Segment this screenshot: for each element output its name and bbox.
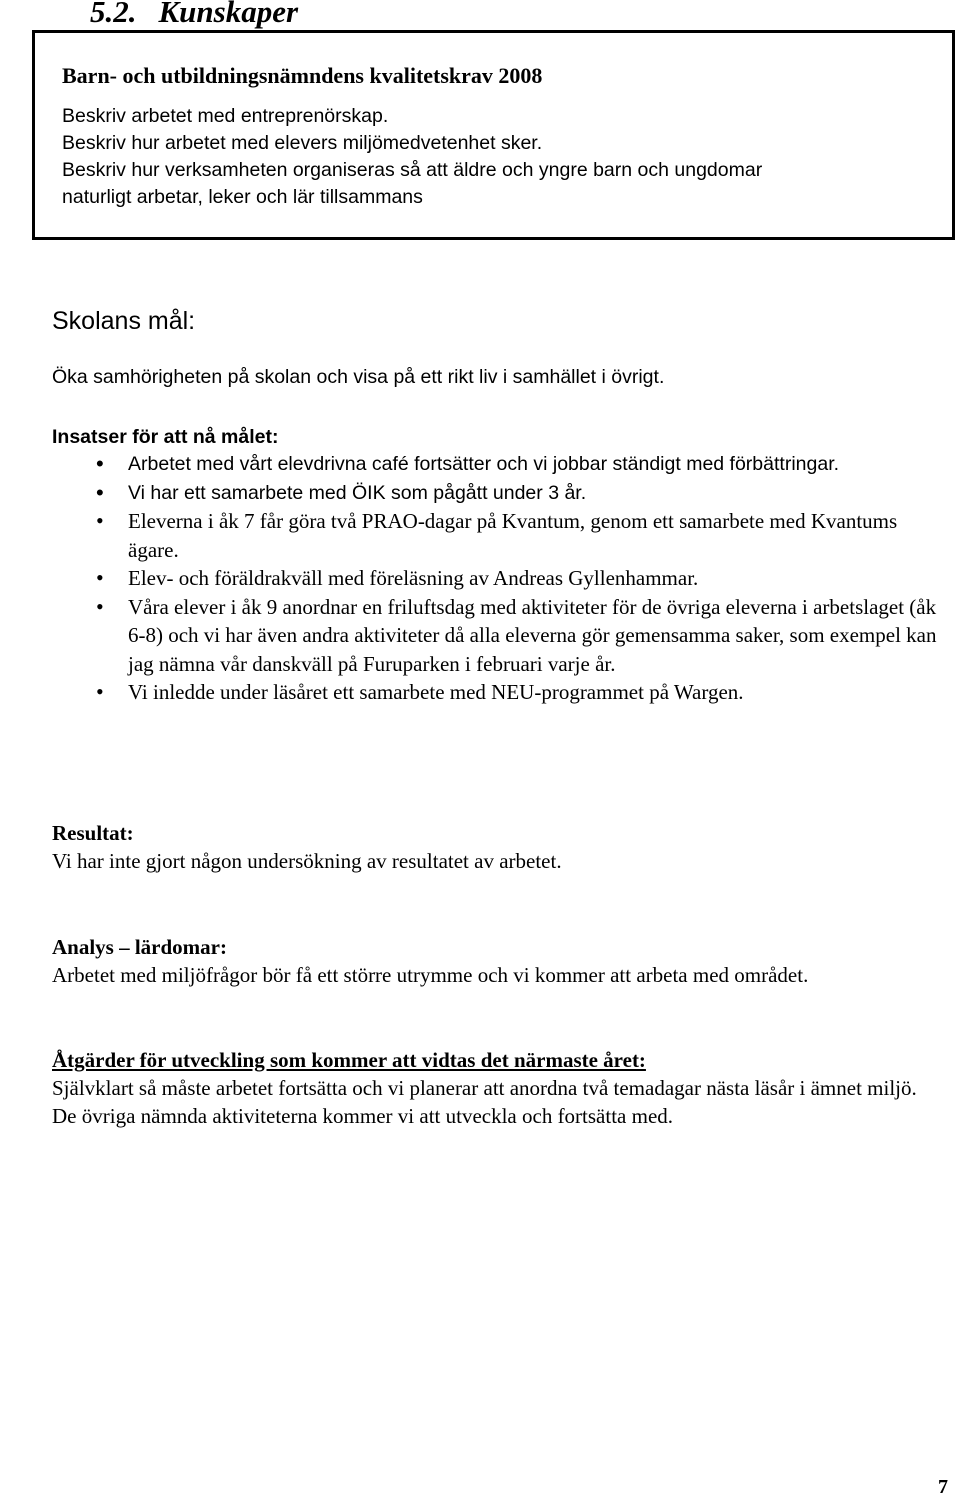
requirements-line: Beskriv hur arbetet med elevers miljömedvetenhet sker.: [62, 132, 543, 154]
efforts-heading: Insatser för att nå målet:: [52, 426, 279, 448]
actions-heading: Åtgärder för utveckling som kommer att vidtas det närmaste året:: [52, 1048, 646, 1072]
actions-paragraph: De övriga nämnda aktiviteterna kommer vi att utveckla och fortsätta med.: [52, 1104, 674, 1128]
requirements-line: Beskriv arbetet med entreprenörskap.: [62, 105, 389, 127]
actions-section: [52, 1046, 947, 1130]
results-section: [52, 819, 952, 875]
efforts-item: • Eleverna i åk 7 får göra två PRAO-dagar på Kvantum, genom ett samarbete med Kvantums ägare.: [52, 507, 942, 564]
results-heading: Resultat:: [52, 821, 134, 845]
school-goal-text: Öka samhörigheten på skolan och visa på ett rikt liv i samhället i övrigt.: [52, 366, 665, 388]
requirements-box: [32, 30, 955, 240]
page-number: 7: [938, 1476, 948, 1498]
analysis-heading: Analys – lärdomar:: [52, 935, 227, 959]
section-number: 5.2.: [90, 0, 137, 29]
analysis-section: [52, 933, 952, 989]
requirements-list: [62, 103, 762, 211]
efforts-item: • Våra elever i åk 9 anordnar en friluftsdag med aktiviteter för de övriga eleverna i arbetslaget (åk 6-8) och vi har även andra aktiviteter då alla eleverna gör gemensamma saker, som exempel kan jag nämna vår danskväll på Furuparken i februari varje år.: [52, 593, 942, 679]
actions-paragraph: Självklart så måste arbetet fortsätta och vi planerar att anordna två temadagar nästa läsår i ämnet miljö.: [52, 1076, 917, 1100]
efforts-item: • Arbetet med vårt elevdrivna café fortsätter och vi jobbar ständigt med förbättringar.: [52, 450, 942, 479]
efforts-item: • Elev- och föräldrakväll med föreläsning av Andreas Gyllenhammar.: [52, 564, 942, 593]
requirements-line: Beskriv hur verksamheten organiseras så att äldre och yngre barn och ungdomar: [62, 159, 763, 181]
efforts-item: • Vi har ett samarbete med ÖIK som pågått under 3 år.: [52, 479, 942, 508]
requirements-heading: Barn- och utbildningsnämndens kvalitetskrav 2008: [62, 63, 543, 88]
results-text: Vi har inte gjort någon undersökning av resultatet av arbetet.: [52, 849, 562, 873]
efforts-list: [52, 450, 942, 707]
school-goal-heading: Skolans mål:: [52, 307, 196, 335]
section-title: [90, 0, 298, 32]
efforts-item: • Vi inledde under läsåret ett samarbete med NEU-programmet på Wargen.: [52, 678, 942, 707]
requirements-line: naturligt arbetar, leker och lär tillsammans: [62, 186, 423, 208]
section-title-text: Kunskaper: [158, 0, 299, 29]
analysis-text: Arbetet med miljöfrågor bör få ett större utrymme och vi kommer att arbeta med området.: [52, 963, 809, 987]
